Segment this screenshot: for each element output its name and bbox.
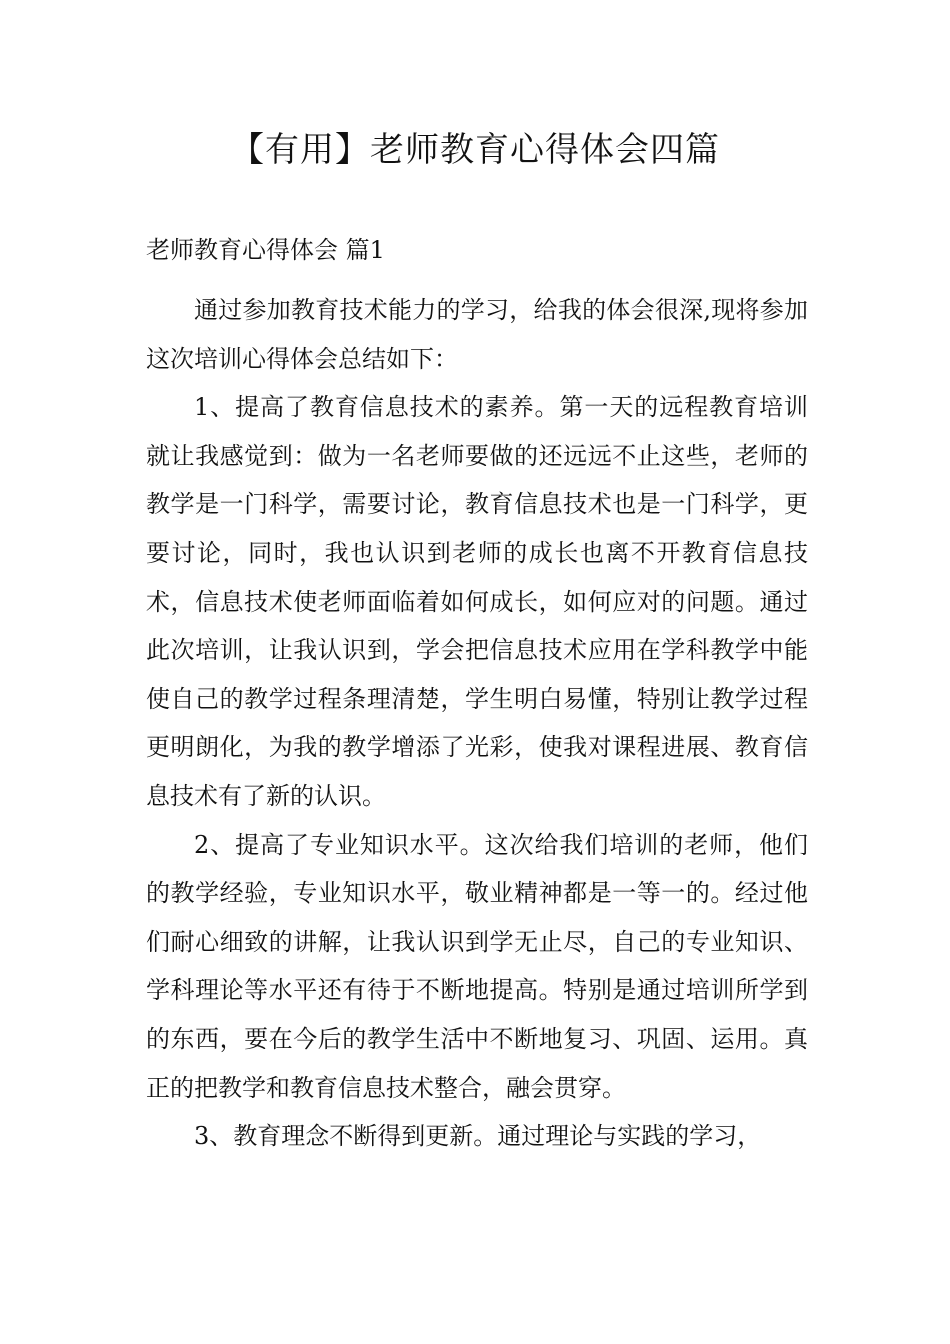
document-title: 【有用】老师教育心得体会四篇 bbox=[230, 130, 720, 170]
paragraph-point-3: 3、教育理念不断得到更新。通过理论与实践的学习， bbox=[194, 1122, 762, 1151]
document-body bbox=[146, 226, 808, 1161]
paragraph-point-1: 1、提高了教育信息技术的素养。第一天的远程教育培训就让我感觉到：做为一名老师要做的还远远不止这些，老师的教学是一门科学，需要讨论，教育信息技术也是一门科学，更要讨论，同时，我也认识到老师的成长也离不开教育信息技术，信息技术使老师面临着如何成长，如何应对的问题。通过此次培训，让我认识到，学会把信息技术应用在学科教学中能使自己的教学过程条理清楚，学生明白易懂，特别让教学过程更明朗化，为我的教学增添了光彩，使我对课程进展、教育信息技术有了新的认识。 bbox=[146, 393, 808, 810]
section-heading: 老师教育心得体会 篇1 bbox=[146, 236, 385, 264]
paragraph-point-2: 2、提高了专业知识水平。这次给我们培训的老师，他们的教学经验，专业知识水平，敬业精神都是一等一的。经过他们耐心细致的讲解，让我认识到学无止尽，自己的专业知识、学科理论等水平还有待于不断地提高。特别是通过培训所学到的东西，要在今后的教学生活中不断地复习、巩固、运用。真正的把教学和教育信息技术整合，融会贯穿。 bbox=[146, 830, 808, 1102]
paragraph-intro: 通过参加教育技术能力的学习，给我的体会很深,现将参加这次培训心得体会总结如下： bbox=[146, 296, 808, 373]
